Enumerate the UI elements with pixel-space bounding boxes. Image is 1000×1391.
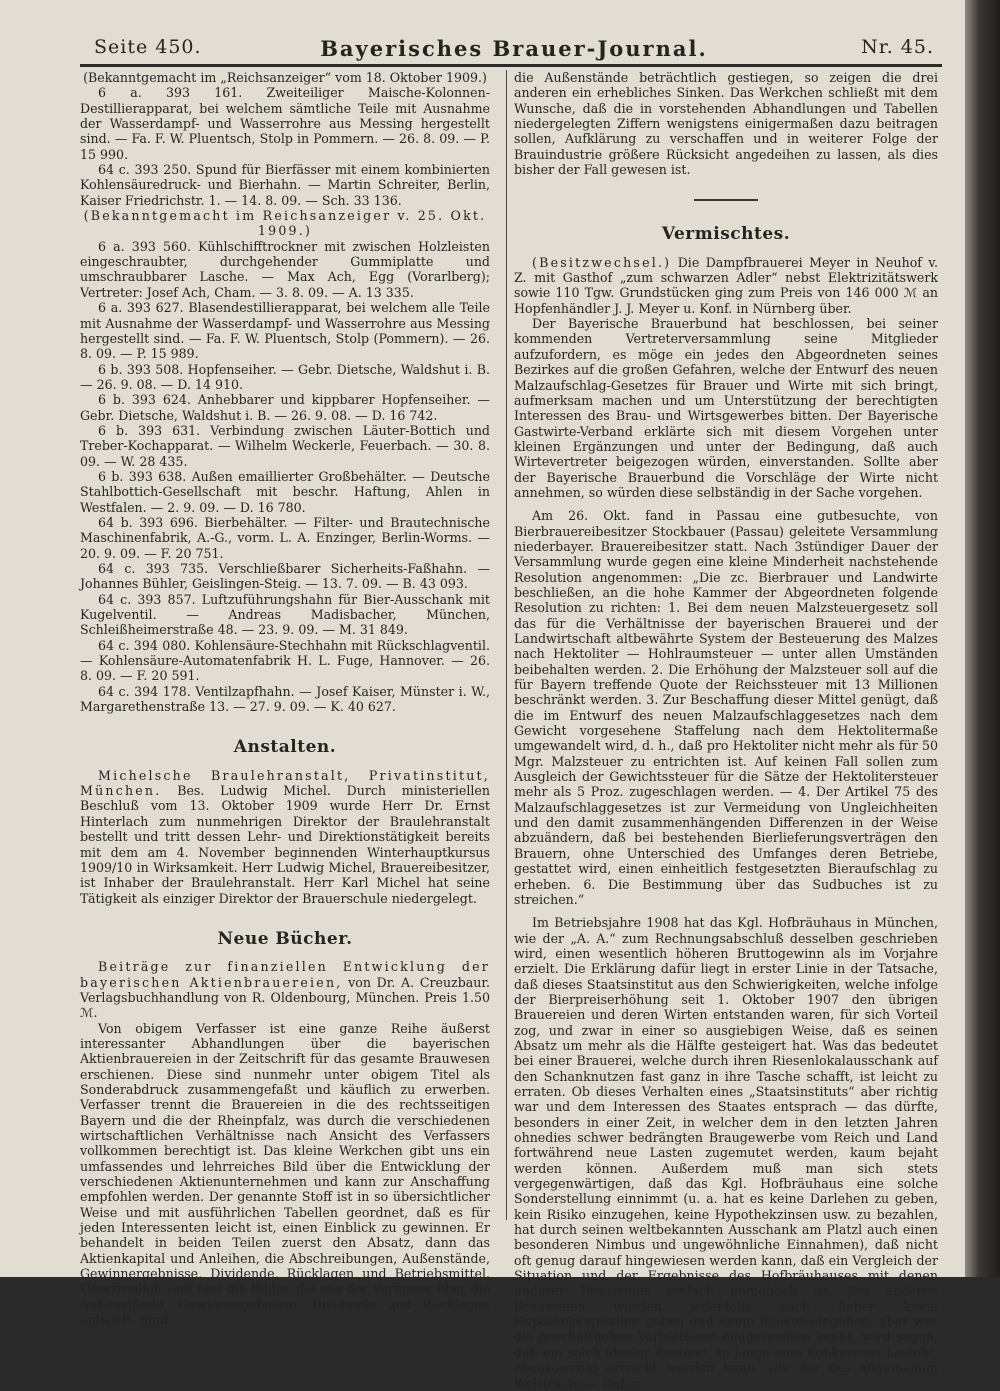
patent-announcement-heading: (Bekanntgemacht im „Reichsanzeiger“ vom 18. Oktober 1909.) <box>83 70 487 85</box>
scan-edge <box>965 0 1000 1277</box>
news-brauerbund: Der Bayerische Brauerbund hat beschlossen, bei seiner kommenden Vertreterversammlung seine Mitglieder aufzufordern, es möge ein jedes den Abgeordneten seines Bezirkes auf die großen Gefahren, welche der Entwurf des neuen Malzaufschlag-Gesetzes für Brauer und Wirte mit sich bringt, aufmerksam machen und um Unterstützung der berechtigten Interessen des Brau- und Wirtsgewerbes bitten. Der Bayerische Gastwirte-Verband erklärte sich mit diesem Vorgehen unter kleinen Ergänzungen und unter der Bedingung, daß auch Wirtevertreter beigezogen würden, einverstanden. Sollte aber der Bayerische Brauerbund die Vorschläge der Wirte nicht annehmen, so würden diese selbständig in der Sache vorgehen. <box>514 316 938 500</box>
page-header <box>94 30 934 64</box>
patent-entry: 6 a. 393 627. Blasendestillierapparat, bei welchem alle Teile mit Ausnahme der Wasserdampf- und Wasserrohre aus Messing hergestellt sind. — Fa. F. W. Pluentsch, Stolp (Pommern). — 26. 8. 09. — P. 15 989. <box>80 300 490 362</box>
patent-list-2 <box>80 239 490 715</box>
column-divider <box>506 70 507 1220</box>
patent-entry: 64 c. 393 735. Verschließbarer Sicherheits-Faßhahn. — Johannes Bühler, Geislingen-Steig. — 13. 7. 09. — B. 43 093. <box>80 561 490 592</box>
patent-list-1 <box>80 85 490 208</box>
patent-entry: 64 c. 393 250. Spund für Bierfässer mit einem kombinierten Kohlensäuredruck- und Bierhahn. — Martin Schreiter, Berlin, Kaiser Friedrichstr. 1. — 14. 8. 09. — Sch. 33 136. <box>80 162 490 208</box>
anstalten-lead: Michelsche Braulehranstalt, Privatinstitut, München. <box>80 767 490 799</box>
patent-announcement-heading: (Bekanntgemacht im Reichsanzeiger v. 25. Okt. 1909.) <box>83 208 487 239</box>
patent-entry: 64 c. 394 178. Ventilzapfhahn. — Josef Kaiser, Münster i. W., Margarethenstraße 13. — 27. 9. 09. — K. 40 627. <box>80 683 490 715</box>
section-title-neue-buecher: Neue Bücher. <box>217 928 353 949</box>
news-lead: (Besitzwechsel.) <box>532 254 672 270</box>
book-publisher: von Dr. A. Creuzbaur. Verlagsbuchhandlung von R. Oldenbourg, München. Preis 1.50 ℳ. <box>80 974 491 1021</box>
anstalten-text: Bes. Ludwig Michel. Durch ministeriellen Beschluß vom 13. Oktober 1909 wurde Herr Dr. Ernst Hinterlach zum nunmehrigen Direktor der Braulehranstalt bestellt und tritt dessen Lehr- und Direktionstätigkeit bereits mit dem am 4. November beginnenden Winterhauptkursus 1909/10 in Wirksamkeit. Herr Ludwig Michel, Brauereibesitzer, ist Inhaber der Braulehranstalt. Herr Karl Michel hat seine Tätigkeit als einziger Direktor der Brauerschule niedergelegt. <box>80 783 490 906</box>
header-rule <box>80 64 942 67</box>
news-hofbraeuhaus: Im Betriebsjahre 1908 hat das Kgl. Hofbräuhaus in München, wie der „A. A.“ zum Rechnungsabschluß desselben geschrieben wird, einen wesentlich höheren Bruttogewinn als im Vorjahre erzielt. Die Erklärung dafür liegt in erster Linie in der Tatsache, daß dieses Staatsinstitut aus den Schwierigkeiten, welche infolge der Bierpreiserhöhung seit 1. Oktober 1907 den übrigen Brauereien und deren Wirten entstanden waren, für sich Vorteil zog, und zwar in einer so ausgiebigen Weise, daß es seinen Absatz um mehr als die Hälfte gesteigert hat. Was das bedeutet bei einer Brauerei, welche durch ihren Riesenlokalausschank auf den Schanknutzen fast ganz in ihre Tasche schafft, ist leicht zu erraten. Ob dieses Verhalten eines „Staatsinstituts“ aber richtig war und dem Interessen des Staates entsprach — das dürfte, besonders in einer Zeit, in welcher dem in den letzten Jahren ohnedies schwer bedrängten Braugewerbe vom Reich und Land fortwährend neue Lasten zugemutet werden, kaum bejaht werden können. Außerdem muß man sich stets vergegenwärtigen, daß das Kgl. Hofbräuhaus eine solche Sonderstellung einnimmt (u. a. hat es keine Darlehen zu geben, kein Risiko einzugehen, keine Hypothekzinsen usw. zu bezahlen, hat durch seinen weltbekannten Ausschank am Platzl auch einen besonderen Nimbus und ungewöhnliche Einnahmen), daß nicht oft genug darauf hingewiesen werden kann, daß ein Vergleich der Situation und der Ergebnisse des Hofbräuhauses mit denen anderer Brauereien einfach unmöglich ist. Die anderen Brauereien würden jedenfalls auch lieber keine Hypothekkapitalien geben und keine Risikos eingehen; aber wer die geschäftlichen Verhältnisse einigermaßen kennt, wird sagen, daß ein solch idealer Zustand, so lange eine Konkurrenz besteht, ebensowenig erreicht werden kann, wie der des allgemeinen Weltfriedens. Daher <box>514 915 938 1391</box>
news-besitzwechsel <box>514 255 938 316</box>
news-passau-versammlung: Am 26. Okt. fand in Passau eine gutbesuchte, von Bierbrauereibesitzer Stockbauer (Passau) geleitete Versammlung niederbayer. Brauereibesitzer statt. Nach 3stündiger Dauer der Versammlung wurde gegen eine kleine Minderheit nachstehende Resolution angenommen: „Die zc. Bierbrauer und Landwirte beschließen, an die hohe Kammer der Abgeordneten folgende Resolution zu richten: 1. Bei dem neuen Malzsteuergesetz soll das für die Verhältnisse der bayerischen Brauerei und der Landwirtschaft altbewährte System der Besteuerung des Malzes nach Hektoliter — Hohlraumsteuer — unter allen Umständen beibehalten werden. 2. Die Erhöhung der Malzsteuer soll auf die für Bayern treffende Quote der Reichssteuer mit 13 Millionen beschränkt werden. 3. Zur Beschaffung dieser Mittel genügt, daß die im Entwurf des neuen Malzaufschlaggesetzes nach dem Gewicht vorgesehene Staffelung nach dem Hektolitermaße umgewandelt wird, d. h., daß pro Hektoliter nicht mehr als für 50 Mgr. Malzsteuer zu entrichten ist. Auf keinen Fall sollen zum Ausgleich der Gewichtssteuer für die Sätze der Hektolitersteuer mehr als 5 Proz. zugeschlagen werden. — 4. Der Artikel 75 des Malzaufschlaggesetzes ist zur Vermeidung von Ungleichheiten und den damit zusammenhängenden Differenzen in der Weise abzuändern, daß bei bestehenden Bierlieferungsverträgen den Brauern, ohne Unterschied des Umfanges deren Betriebe, gestattet wird, einen einheitlich festgesetzten Bieraufschlag zu erheben. 6. Die Bestimmung über das Sudbuches ist zu streichen.“ <box>514 508 938 907</box>
patent-entry: 6 b. 393 624. Anhebbarer und kippbarer Hopfenseiher. — Gebr. Dietsche, Waldshut i. B. — 26. 9. 08. — D. 16 742. <box>80 392 490 423</box>
patent-entry: 6 b. 393 508. Hopfenseiher. — Gebr. Dietsche, Waldshut i. B. — 26. 9. 08. — D. 14 910. <box>80 361 490 392</box>
journal-title: Bayerisches Brauer-Journal. <box>320 36 708 61</box>
book-title: Beiträge zur finanziellen Entwicklung der bayerischen Aktienbrauereien, <box>80 959 490 990</box>
right-column <box>514 70 938 1391</box>
section-title-vermischtes: Vermischtes. <box>661 224 791 245</box>
book-reference <box>80 959 490 1020</box>
left-column <box>80 70 491 1328</box>
patent-entry: 64 b. 393 696. Bierbehälter. — Filter- und Brautechnische Maschinenfabrik, A.-G., vorm. L. A. Enzinger, Berlin-Worms. — 20. 9. 09. — F. 20 751. <box>80 514 490 561</box>
review-continuation: die Außenstände beträchtlich gestiegen, so zeigen die drei anderen ein erhebliches Sinken. Das Werkchen schließt mit dem Wunsche, daß die in vorstehenden Abhandlungen und Tabellen niedergelegten Ziffern wenigstens einigermaßen dazu beitragen sollen, Aufklärung zu verschaffen und in weiterer Folge der Brauindustrie größere Rücksicht angedeihen zu lassen, als dies bisher der Fall gewesen ist. <box>514 70 938 178</box>
issue-number: Nr. 45. <box>861 36 934 58</box>
news-text: Die Dampfbrauerei Meyer in Neuhof v. Z. mit Gasthof „zum schwarzen Adler“ nebst Elektrizitätswerk sowie 110 Tgw. Grundstücken ging zum Preis von 146 000 ℳ an Hopfenhändler J. J. Meyer u. Konf. in Nürnberg über. <box>514 254 938 316</box>
patent-entry: 64 c. 393 857. Luftzuführungshahn für Bier-Ausschank mit Kugelventil. — Andreas Madisbacher, München, Schleißheimerstraße 48. — 23. 9. 09. — M. 31 849. <box>80 591 490 638</box>
page-number: Seite 450. <box>94 36 202 58</box>
patent-entry: 6 a. 393 161. Zweiteiliger Maische-Kolonnen-Destillierapparat, bei welchem sämtliche Teile mit Ausnahme der Wasserdampf- und Wasserrohre aus Messing hergestellt sind. — Fa. F. W. Pluentsch, Stolp in Pommern. — 26. 8. 09. — P. 15 990. <box>80 85 490 162</box>
patent-entry: 6 a. 393 560. Kühlschifftrockner mit zwischen Holzleisten eingeschraubter, durchgehender Gummiplatte und umschraubbarer Lasche. — Max Ach, Egg (Vorarlberg); Vertreter: Josef Ach, Cham. — 3. 8. 09. — A. 13 335. <box>80 238 490 300</box>
patent-entry: 64 c. 394 080. Kohlensäure-Stechhahn mit Rückschlagventil. — Kohlensäure-Automatenfabrik H. L. Fuge, Hannover. — 26. 8. 09. — F. 20 591. <box>80 637 490 684</box>
anstalten-paragraph <box>80 768 490 906</box>
patent-entry: 6 b. 393 638. Außen emaillierter Großbehälter. — Deutsche Stahlbottich-Gesellschaft mit beschr. Haftung, Ahlen in Westfalen. — 2. 9. 09. — D. 16 780. <box>80 468 490 515</box>
section-rule <box>694 199 758 201</box>
book-review: Von obigem Verfasser ist eine ganze Reihe äußerst interessanter Abhandlungen über die bayerischen Aktienbrauereien in der Zeitschrift für das gesamte Brauwesen erschienen. Diese sind nunmehr unter obigem Titel als Sonderabdruck zusammengefaßt und käuflich zu erwerben. Verfasser trennt die Brauereien in die des rechtsseitigen Bayern und die der Rheinpfalz, was durch die verschiedenen wirtschaftlichen Verhältnisse nach Ansicht des Verfassers vollkommen berechtigt ist. Das kleine Werkchen gibt uns ein umfassendes und lehrreiches Bild über die Entwicklung der verschiedenen Aktienunternehmen und kann zur Anschaffung empfohlen werden. Der genannte Stoff ist in so übersichtlicher Weise und mit ausführlichen Tabellen geordnet, daß es für jeden Interessenten leicht ist, einen Einblick zu gewinnen. Er behandelt in beiden Teilen zuerst den Absatz, dann das Aktienkapital und Anleihen, die Abschreibungen, Außenstände, Gewinnergebnisse, Dividende, Rücklagen und Betriebsmittel. Unerfreulich sind hier die Bilder, die uns der Verfasser über die Außenstände, Gewinnergebnisse, Dividende und Rücklagen entwirft. Sind <box>80 1020 490 1328</box>
section-title-anstalten: Anstalten. <box>233 737 337 758</box>
patent-entry: 6 b. 393 631. Verbindung zwischen Läuter-Bottich und Treber-Kochapparat. — Wilhelm Weckerle, Feuerbach. — 30. 8. 09. — W. 28 435. <box>80 422 490 469</box>
